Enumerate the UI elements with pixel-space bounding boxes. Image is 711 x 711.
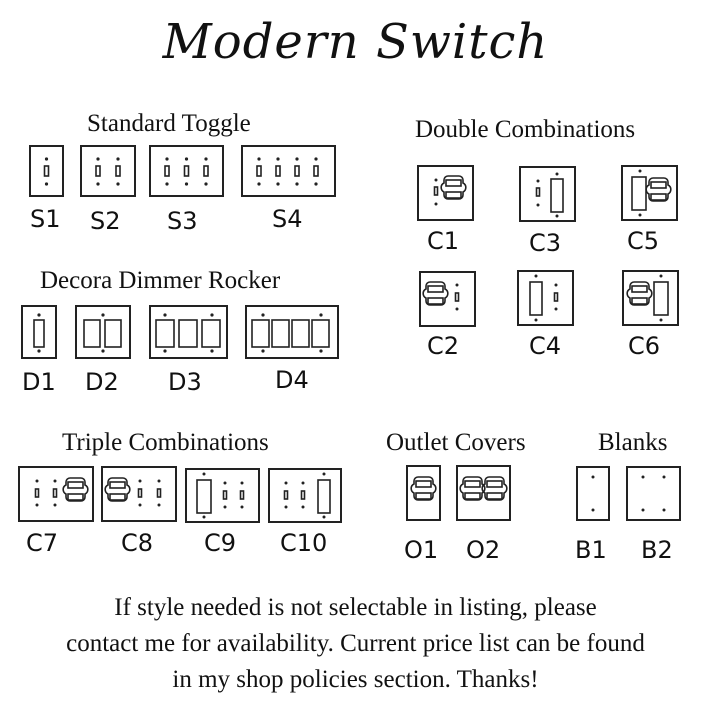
code-c1: C1 [427,227,460,255]
code-s1: S1 [30,205,61,233]
heading-outlet-covers: Outlet Covers [386,429,526,456]
code-c7: C7 [26,529,59,557]
code-c8: C8 [121,529,154,557]
plate-d4 [246,306,338,358]
heading-decora-dimmer-rocker: Decora Dimmer Rocker [40,267,281,294]
plate-d2 [76,306,130,358]
plate-o1 [407,466,440,520]
code-c6: C6 [628,332,661,360]
code-o2: O2 [466,536,501,564]
code-o1: O1 [404,536,439,564]
code-d3: D3 [168,368,202,396]
plate-c8 [102,467,176,521]
code-c9: C9 [204,529,237,557]
code-d4: D4 [275,366,309,394]
plate-c5 [622,166,677,220]
plate-s4 [242,146,335,196]
plate-d1 [22,306,56,358]
plate-b1 [577,467,609,520]
code-s2: S2 [90,207,121,235]
code-c2: C2 [427,332,460,360]
plate-b2 [627,467,680,520]
footer-line-2: contact me for availability. Current price list can be found [66,630,645,657]
plate-c6 [623,271,678,325]
code-c10: C10 [280,529,328,557]
heading-blanks: Blanks [598,429,668,456]
plate-c9 [186,469,259,522]
code-b2: B2 [641,536,673,564]
footer-line-1: If style needed is not selectable in listing, please [114,594,597,621]
code-b1: B1 [575,536,607,564]
plate-c2 [420,272,475,326]
page-title: Modern Switch [162,14,549,70]
plate-c4 [518,271,573,325]
code-c4: C4 [529,332,562,360]
plate-o2 [457,466,510,520]
code-s4: S4 [272,205,303,233]
heading-standard-toggle: Standard Toggle [87,110,251,137]
heading-double-combinations: Double Combinations [415,116,636,143]
code-c5: C5 [627,227,660,255]
code-c3: C3 [529,229,562,257]
plate-d3 [150,306,227,358]
plate-s1 [30,146,63,196]
plate-c3 [520,167,575,221]
plate-s3 [150,146,223,196]
plate-c10 [269,469,341,522]
code-d2: D2 [85,368,119,396]
plate-c7 [19,467,93,521]
plate-c1 [418,166,473,220]
footer-line-3: in my shop policies section. Thanks! [172,666,539,693]
code-s3: S3 [167,207,198,235]
heading-triple-combinations: Triple Combinations [62,429,269,456]
footer-note [0,590,711,698]
code-d1: D1 [22,368,56,396]
plate-s2 [81,146,135,196]
